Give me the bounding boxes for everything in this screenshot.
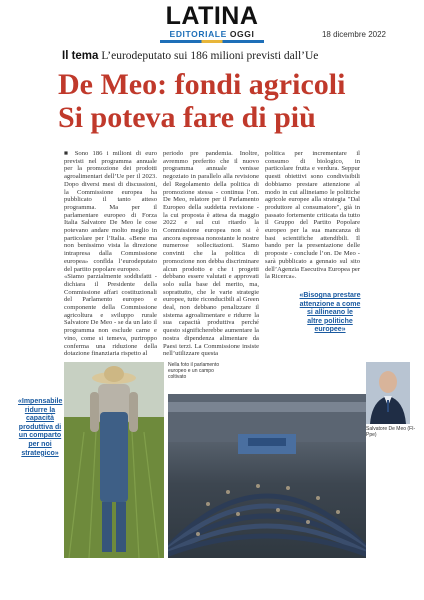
article-paragraph: periodo pre pandemia. Inoltre, avremmo preferito che il nuovo programma annuale venisse negoziato in parallelo alla revisione del Regolamento della politica di promozione stessa - continua l’on. De Meo, relatore per il Parlamento Europeo della suddetta revisione - la cui proposta è attesa da maggio 2022 e sul cui ritardo la Commissione europea non si è ancora espressa nonostante le nostre numerose sollecitazioni. Siamo convinti che la politica di promozione non debba discriminare alcun prodotto e che i progetti debbano essere valutati e approvati solo sulla base del merito, ma, soprattutto, che le varie strategie europee, tutte riconducibili al Green deal, non debbano penalizzare il sistema agroalimentare e ridurre la sua capacità produttiva perché questo significherebbe aumentare la nostra dipendenza alimentare da Paesi terzi. La Commissione insiste nell’utilizzare questa (163, 150, 259, 358)
masthead-sub-oggi: OGGI (229, 29, 255, 39)
headline (58, 68, 388, 134)
pull-quote-left: «Impensabile ridurre la capacità produttiva di un comparto per noi strategico» (18, 398, 63, 457)
publication-date: 18 dicembre 2022 (321, 30, 386, 39)
kicker-label: Il tema (62, 50, 99, 62)
kicker-text: L’eurodeputato sui 186 milioni previsti dall’Ue (101, 50, 319, 62)
article-paragraph: «Siamo parzialmente soddisfatti - dichiara il Presidente della Commissione affari costituzionali del Parlamento europeo e componente della Commissione agricoltura e sviluppo rurale Salvatore De Meo - se da un lato il programma non esclude carne e vino, come si temeva, purtroppo conferma una riduzione della dotazione finanziaria rispetto al (64, 273, 157, 358)
headline-line-1: De Meo: fondi agricoli (58, 68, 346, 101)
headline-line-2: Si poteva fare di più (58, 101, 316, 134)
masthead-sub-editoriale: EDITORIALE (169, 29, 227, 39)
masthead-subtitle (150, 29, 274, 39)
farmer-photo (64, 362, 164, 558)
pull-quote-right: «Bisogna prestare attenzione a come si allineano le altre politiche europee» (299, 292, 361, 334)
photo-caption: Nella foto il parlamento europeo e un campo coltivato (168, 362, 220, 380)
portrait-caption: Salvatore De Meo (FI-Ppe) (366, 426, 416, 438)
portrait-photo (366, 362, 410, 424)
article-paragraph: politica per incrementare il consumo di biologico, in particolare frutta e verdura. Seppur questi obiettivi sono condivisibili dobbiamo prestare attenzione al modo in cui allineiamo le politiche agricole europee alla strategia "Dal produttore al consumatore", già in passato fortemente criticata da tutto il Gruppo del Partito Popolare europeo per la sua mancanza di basi scientifiche attendibili. Il bando per la presentazione delle proposte - conclude l’on. De Meo - sarà pubblicato a gennaio sul sito dell’Agenzia Esecutiva Europea per la Ricerca». (265, 150, 361, 281)
article-column-2 (163, 150, 259, 358)
parliament-photo (168, 394, 366, 558)
farmer-illustration (64, 362, 164, 558)
parliament-illustration (168, 394, 366, 558)
masthead-title: LATINA (165, 2, 259, 30)
portrait-illustration (366, 362, 410, 424)
article-paragraph: ■ Sono 186 i milioni di euro previsti nel programma annuale per la promozione dei prodotti agroalimentari dell’Ue per il 2023. Dopo diversi mesi di discussioni, la Commissione europea ha pubblicato il tanto atteso programma. Ma per il parlamentare europeo di Forza Italia Salvatore De Meo le cose potevano andare molto meglio in particolare per l’Italia. «Bene ma non benissimo vista la direzione intrapresa dalla Commissione europea» conflda l’eurodeputato del partito popolare europeo. (64, 150, 157, 273)
masthead (150, 4, 274, 43)
article-column-1 (64, 150, 157, 358)
article-column-3 (265, 150, 360, 281)
masthead-rule (160, 40, 264, 43)
kicker (62, 50, 318, 62)
